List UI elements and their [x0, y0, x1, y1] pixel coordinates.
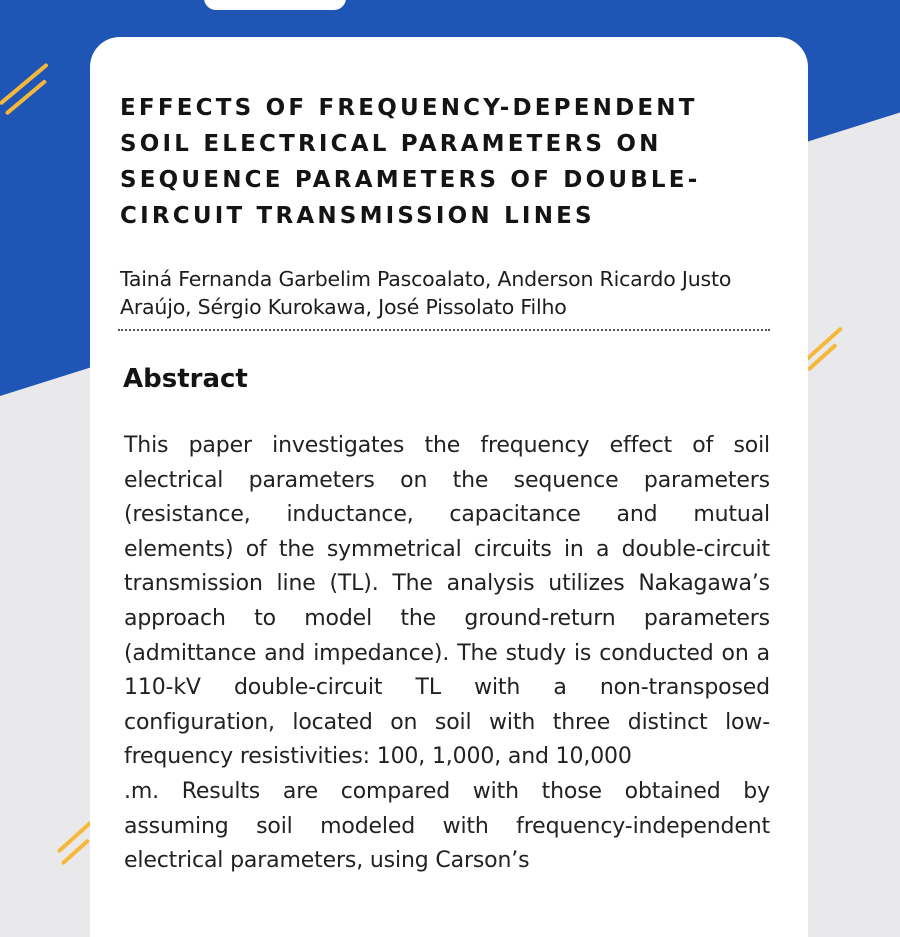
top-tab — [204, 0, 346, 10]
dotted-divider — [118, 329, 770, 331]
abstract-heading: Abstract — [123, 364, 248, 394]
paper-title: EFFECTS OF FREQUENCY-DEPENDENT SOIL ELECTRICAL PARAMETERS ON SEQUENCE PARAMETERS OF DOUBLE-CIRCUIT TRANSMISSION LINES — [120, 95, 701, 229]
abstract-paragraph: This paper investigates the frequency effect of soil electrical parameters on the sequence parameters (resistance, inductance, capacitance and mutual elements) of the symmetrical circuits in a double-circuit transmission line (TL). The analysis utilizes Nakagawa’s approach to model the ground-return parameters (admittance and impedance). The study is conducted on a 110-kV double-circuit TL with a non-transposed configuration, located on soil with three distinct low-frequency resistivities: 100, 1,000, and 10,000 — [124, 433, 770, 770]
abstract-paragraph: .m. Results are compared with those obtained by assuming soil modeled with frequency-independent electrical parameters, using Carson’s — [124, 778, 770, 874]
paper-authors: Tainá Fernanda Garbelim Pascoalato, Anderson Ricardo Justo Araújo, Sérgio Kurokawa, José Pissolato Filho — [120, 267, 732, 319]
abstract-body — [124, 429, 770, 879]
